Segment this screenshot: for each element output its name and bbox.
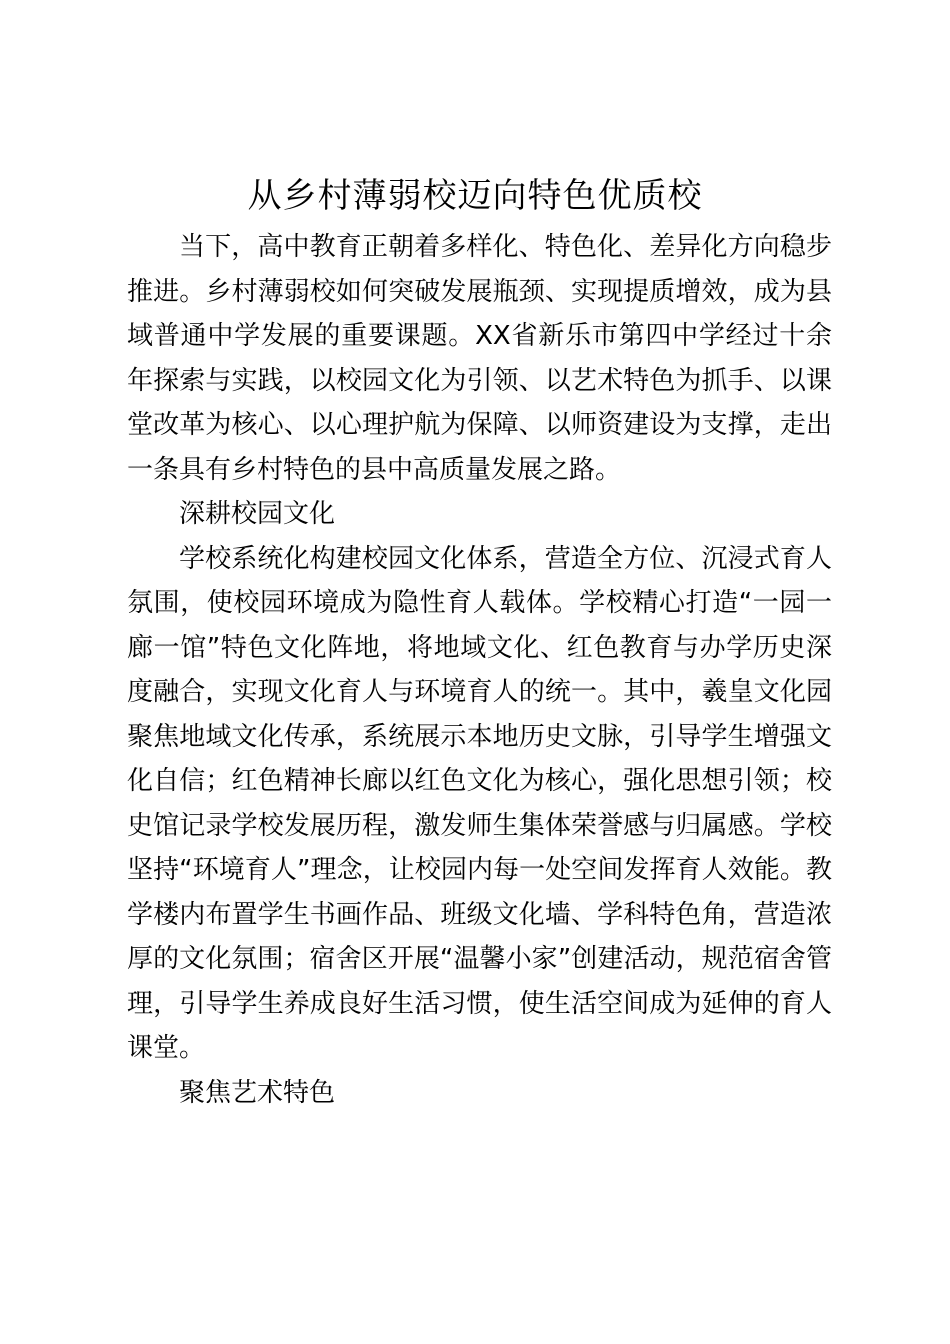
section-heading-art-feature: 聚焦艺术特色 (179, 1077, 336, 1108)
intro-paragraph: 当下，高中教育正朝着多样化、特色化、差异化方向稳步推进。乡村薄弱校如何突破发展瓶颈、实现提质增效，成为县域普通中学发展的重要课题。XX省新乐市第四中学经过十余年探索与实践，以校园文化为引领、以艺术特色为抓手、以课堂改革为核心、以心理护航为保障、以师资建设为支撑，走出一条具有乡村特色的县中高质量发展之路。 (127, 232, 832, 485)
document-body (127, 225, 832, 1115)
section-heading-campus-culture: 深耕校园文化 (179, 499, 336, 529)
document-title: 从乡村薄弱校迈向特色优质校 (247, 176, 703, 216)
campus-culture-paragraph: 学校系统化构建校园文化体系，营造全方位、沉浸式育人氛围，使校园环境成为隐性育人载体。学校精心打造“一园一廊一馆”特色文化阵地，将地域文化、红色教育与办学历史深度融合，实现文化育人与环境育人的统一。其中，羲皇文化园聚焦地域文化传承，系统展示本地历史文脉，引导学生增强文化自信；红色精神长廊以红色文化为核心，强化思想引领；校史馆记录学校发展历程，激发师生集体荣誉感与归属感。学校坚持“环境育人”理念，让校园内每一处空间发挥育人效能。教学楼内布置学生书画作品、班级文化墙、学科特色角，营造浓厚的文化氛围；宿舍区开展“温馨小家”创建活动，规范宿舍管理，引导学生养成良好生活习惯，使生活空间成为延伸的育人课堂。 (127, 543, 832, 1063)
